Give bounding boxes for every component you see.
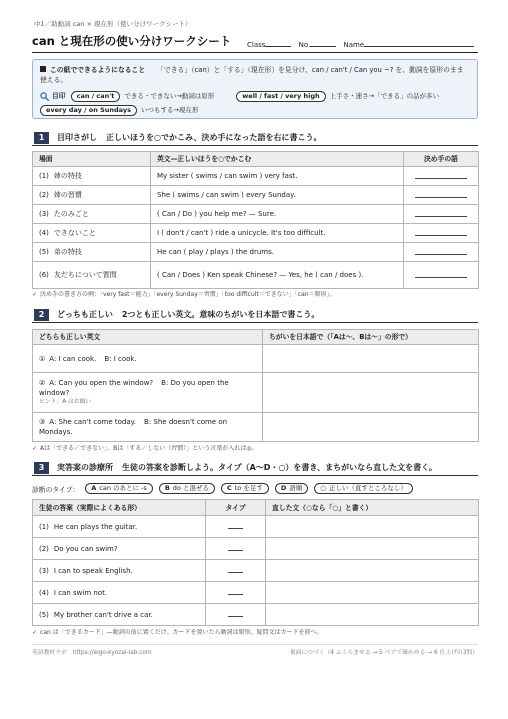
type-key: B <box>164 484 170 492</box>
table-row <box>33 205 479 224</box>
answer-blank[interactable] <box>415 171 467 179</box>
clue-text-ability-words: 上手さ・速さ→「できる」の話が多い <box>329 92 440 100</box>
table-row <box>33 345 479 373</box>
section-number-badge: 3 <box>34 462 49 474</box>
student-answer-cell <box>33 538 206 560</box>
section-3-header <box>32 460 478 476</box>
scene-text: 姉の特技 <box>53 172 82 180</box>
footer-url[interactable]: https://eigo-kyozai-lab.com <box>72 650 152 656</box>
meaning-difference-table <box>32 329 479 442</box>
row-number: (1) <box>39 522 49 531</box>
corrected-sentence-cell[interactable] <box>266 538 479 560</box>
row-number: (3) <box>39 210 49 218</box>
row-number: ② <box>39 379 46 387</box>
student-answer-cell <box>33 604 206 626</box>
table-row <box>33 167 479 186</box>
table-row <box>33 516 479 538</box>
scene-text: 弟の特技 <box>53 248 82 256</box>
clue-search-table <box>32 151 479 289</box>
answer-blank[interactable] <box>415 270 467 278</box>
section-2-header <box>32 307 478 323</box>
footer-continued: 裏面につづく（4 ふくらませる → 5 ペアで確かめる → 6 仕上げの3問） <box>289 650 478 656</box>
diagnosis-type-legend <box>32 482 478 495</box>
hint-text: ヒント：A はお願い <box>39 399 92 405</box>
scene-text: できないこと <box>53 229 96 237</box>
sentence-pair-cell <box>33 413 263 442</box>
type-pill-c <box>221 483 269 494</box>
section-number-badge: 2 <box>34 309 49 321</box>
table-row <box>33 262 479 289</box>
corrected-sentence-cell[interactable] <box>266 516 479 538</box>
type-description: can のあとに -s <box>99 484 147 492</box>
key-word-cell[interactable] <box>404 186 479 205</box>
column-header-sentence: 英文—正しいほうを○でかこむ <box>151 152 404 167</box>
section-1-header <box>32 130 478 146</box>
goal-label: この紙でできるようになること <box>50 66 146 74</box>
student-info-line <box>247 40 478 50</box>
type-description: do と混ぜる <box>172 484 209 492</box>
sentence-pair-cell <box>33 345 263 373</box>
answer-blank[interactable] <box>415 209 467 217</box>
footer-brand: 英語教材ラボ <box>32 650 67 656</box>
student-answer-text: He can plays the guitar. <box>53 522 138 531</box>
table-header-row <box>33 152 479 167</box>
sentence-pair-cell <box>33 373 263 413</box>
scene-cell <box>33 224 151 243</box>
answer-blank[interactable] <box>415 190 467 198</box>
sentence-cell: ( Can / Does ) Ken speak Chinese? — Yes, he ( can / does ). <box>151 262 404 289</box>
answer-blank[interactable] <box>415 228 467 236</box>
clue-label: 目印 <box>52 92 66 100</box>
column-header-key-word: 決め手の語 <box>404 152 479 167</box>
sentence-a: A: She can't come today. <box>49 418 137 426</box>
clue-pill-ability-words: well / fast / very high <box>236 91 325 102</box>
page-footer <box>32 649 478 657</box>
scene-cell <box>33 262 151 289</box>
type-blank[interactable] <box>228 587 243 595</box>
sentence-b: B: She doesn't come on Mondays. <box>39 418 228 436</box>
scene-cell <box>33 186 151 205</box>
type-pill-correct <box>314 483 413 494</box>
learning-goal-box <box>32 59 478 119</box>
goal-text: 「できる」（can）と「する」（現在形）を見分け、can / can't / Can you ~? を、動詞を原形のまま使える。 <box>40 66 464 84</box>
key-word-cell[interactable] <box>404 224 479 243</box>
row-number: (5) <box>39 248 49 256</box>
check-icon <box>32 629 40 636</box>
corrected-sentence-cell[interactable] <box>266 604 479 626</box>
row-number: ③ <box>39 418 46 426</box>
student-answer-text: Do you can swim? <box>53 544 118 553</box>
type-pill-d <box>275 483 308 494</box>
table-header-row <box>33 330 479 345</box>
note-text: Aは「できる／できない」、Bは「する／しない（習慣）」という言葉が入れば◎。 <box>40 445 258 452</box>
section-instruction: 生徒の答案を診断しよう。タイプ（A〜D・○）を書き、まちがいなら直した文を書く。 <box>122 463 437 472</box>
type-key: ○ <box>320 484 326 492</box>
difference-answer-cell[interactable] <box>263 373 479 413</box>
section-2-note <box>32 445 478 453</box>
type-pill-b <box>159 483 215 494</box>
difference-answer-cell[interactable] <box>263 345 479 373</box>
table-row <box>33 604 479 626</box>
type-description: 正しい（直すところなし） <box>328 484 407 492</box>
error-diagnosis-table <box>32 499 479 626</box>
row-number: (6) <box>39 271 49 279</box>
section-label: どっちも正しい <box>57 310 113 319</box>
footer-source <box>32 649 152 657</box>
difference-answer-cell[interactable] <box>263 413 479 442</box>
clue-pill-can: can / can't <box>71 91 121 102</box>
note-text: 決め手の書き方の例：「very fast＝能力」「every Sunday＝習慣」「too difficult＝できない」「can＝原形」。 <box>40 291 336 298</box>
type-blank[interactable] <box>228 565 243 573</box>
sentence-cell: I ( don't / can't ) ride a unicycle. It's too difficult. <box>151 224 404 243</box>
magnifier-icon <box>40 92 49 101</box>
type-answer-cell[interactable] <box>206 604 266 626</box>
student-answer-text: I can swim not. <box>53 588 108 597</box>
scene-text: 姉の習慣 <box>53 191 82 199</box>
name-label: Name <box>343 41 365 49</box>
footer-divider <box>32 644 478 645</box>
sentence-b: B: I cook. <box>104 354 137 363</box>
scene-text: 友だちについて質問 <box>53 271 117 279</box>
check-icon <box>32 445 40 452</box>
column-header-student-answer: 生徒の答案（実際によくある形） <box>33 500 206 516</box>
section-instruction: 正しいほうを○でかこみ、決め手になった語を右に書こう。 <box>106 133 322 142</box>
sentence-cell: She ( swims / can swim ) every Sunday. <box>151 186 404 205</box>
row-number: (4) <box>39 229 49 237</box>
name-blank[interactable] <box>364 40 474 47</box>
sentence-a: A: Can you open the window? <box>49 379 154 387</box>
worksheet-title: can と現在形の使い分けワークシート <box>32 34 232 48</box>
type-answer-cell[interactable] <box>206 516 266 538</box>
row-number: (1) <box>39 172 49 180</box>
key-word-cell[interactable] <box>404 205 479 224</box>
table-row <box>33 560 479 582</box>
class-blank[interactable] <box>265 40 291 47</box>
section-label: 目印さがし <box>57 133 97 142</box>
type-key: C <box>226 484 232 492</box>
column-header-sentences: どちらも正しい英文 <box>33 330 263 345</box>
answer-blank[interactable] <box>415 247 467 255</box>
section-instruction: 2つとも正しい英文。意味のちがいを日本語で書こう。 <box>121 310 320 319</box>
number-blank[interactable] <box>310 40 336 47</box>
row-number: (5) <box>39 610 49 619</box>
clue-row <box>40 90 470 102</box>
clue-row <box>40 104 470 116</box>
table-header-row <box>33 500 479 516</box>
type-answer-cell[interactable] <box>206 582 266 604</box>
square-bullet-icon <box>40 66 46 72</box>
type-blank[interactable] <box>228 609 243 617</box>
table-row <box>33 224 479 243</box>
scene-cell <box>33 243 151 262</box>
key-word-cell[interactable] <box>404 167 479 186</box>
row-number: (3) <box>39 566 49 575</box>
table-row <box>33 413 479 442</box>
table-row <box>33 373 479 413</box>
key-word-cell[interactable] <box>404 262 479 289</box>
section-1-note <box>32 291 478 299</box>
worksheet-subtitle: 中1／助動詞 can × 現在形（使い分けワークシート） <box>34 20 192 28</box>
column-header-scene: 場面 <box>33 152 151 167</box>
class-label: Class <box>247 41 266 49</box>
number-label: No. <box>298 41 311 49</box>
row-number: (2) <box>39 191 49 199</box>
clue-text-can: できる・できない→動詞は原形 <box>124 92 215 100</box>
column-header-difference: ちがいを日本語で（「Aは〜、Bは〜」の形で） <box>263 330 479 345</box>
column-header-corrected: 直した文（○なら「○」と書く） <box>266 500 479 516</box>
scene-cell <box>33 205 151 224</box>
type-answer-cell[interactable] <box>206 538 266 560</box>
student-answer-cell <box>33 560 206 582</box>
student-answer-cell <box>33 582 206 604</box>
type-pill-a <box>85 483 153 494</box>
section-number-badge: 1 <box>34 132 49 144</box>
table-row <box>33 243 479 262</box>
check-icon <box>32 291 40 298</box>
key-word-cell[interactable] <box>404 243 479 262</box>
note-text: can は「できるカード」—動詞の前に置くだけ。カードを置いたら動詞は原形。疑問文はカードを前へ。 <box>40 629 323 636</box>
type-key: A <box>91 484 97 492</box>
student-answer-cell <box>33 516 206 538</box>
sentence-cell: ( Can / Do ) you help me? — Sure. <box>151 205 404 224</box>
clue-text-habit-words: いつもする→現在形 <box>140 106 199 114</box>
type-description: to を足す <box>234 484 263 492</box>
type-key: D <box>280 484 287 492</box>
sentence-cell: He can ( play / plays ) the drums. <box>151 243 404 262</box>
sentence-b: B: Do you open the window? <box>39 379 229 397</box>
row-number: ① <box>39 354 46 363</box>
row-number: (2) <box>39 544 49 553</box>
table-row <box>33 186 479 205</box>
type-blank[interactable] <box>228 543 243 551</box>
type-legend-label: 診断のタイプ： <box>32 485 80 494</box>
type-description: 語順 <box>289 484 303 492</box>
title-divider <box>32 52 478 53</box>
section-label: 実答案の診療所 <box>57 463 113 472</box>
section-3-note <box>32 629 478 637</box>
goal-statement <box>40 65 470 85</box>
corrected-sentence-cell[interactable] <box>266 582 479 604</box>
student-answer-text: My brother can't drive a car. <box>53 610 153 619</box>
row-number: (4) <box>39 588 49 597</box>
clue-pill-habit-words: every day / on Sundays <box>40 105 137 116</box>
scene-text: たのみごと <box>53 210 89 218</box>
table-row <box>33 538 479 560</box>
sentence-cell: My sister ( swims / can swim ) very fast. <box>151 167 404 186</box>
sentence-a: A: I can cook. <box>49 354 97 363</box>
column-header-type: タイプ <box>206 500 266 516</box>
type-answer-cell[interactable] <box>206 560 266 582</box>
corrected-sentence-cell[interactable] <box>266 560 479 582</box>
scene-cell <box>33 167 151 186</box>
student-answer-text: I can to speak English. <box>53 566 133 575</box>
type-blank[interactable] <box>228 521 243 529</box>
table-row <box>33 582 479 604</box>
